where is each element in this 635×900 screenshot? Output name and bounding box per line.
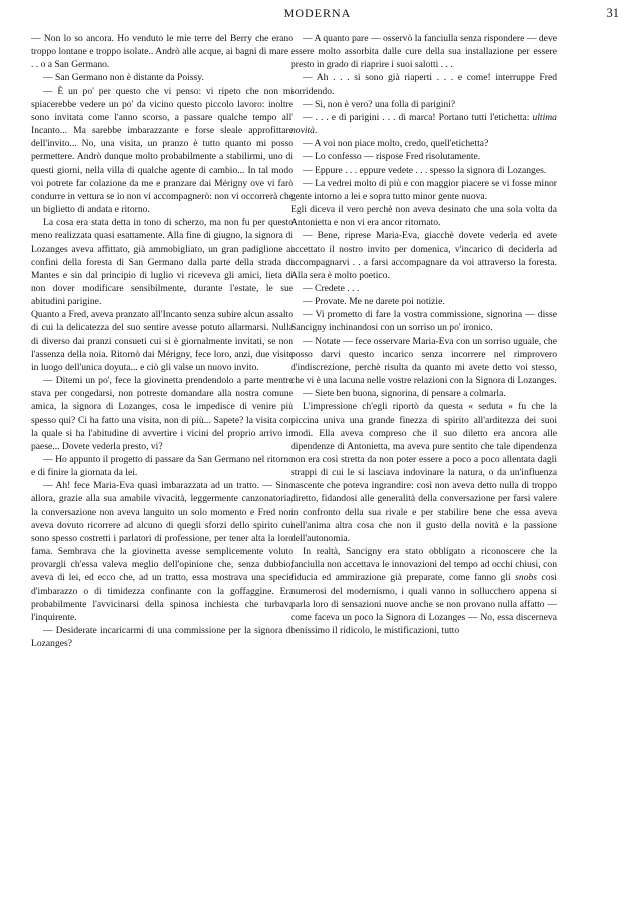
- paragraph: — Sì, non è vero? una folla di parigini?: [303, 98, 456, 110]
- paragraph: — Siete ben buona, signorina, di pensare a colmarla.: [303, 388, 506, 400]
- dialogue-text: .: [314, 125, 318, 137]
- paragraph: — Notate — fece osservare Maria-Eva con un sorriso uguale, che posso darvi questo incarico senza incorrere nel rimprovero d'indiscrezione, perchè risulta da quanto mi avete detto voi stesso, che vi è una lacuna nelle vostre relazioni con la Signora di Lozanges.: [291, 335, 557, 387]
- paragraph: [291, 111, 557, 137]
- paragraph: — Vi prometto di fare la vostra commissione, signorina — disse Sancigny inchinandosi con un sorriso un po' ironico.: [291, 309, 557, 334]
- paragraph: — Credete . . .: [303, 282, 360, 294]
- paragraph: — Provate. Me ne darete poi notizie.: [303, 296, 445, 308]
- italic-label: ultima novità: [291, 111, 557, 137]
- paragraph: — Ah . . . si sono già riaperti . . . e come! interruppe Fred sorridendo.: [291, 72, 557, 97]
- narrative-text: così numerosi del modernismo, i quali vanno in sollucchero appena si parla loro di sensazioni nuove anche se non provano nulla affatto — come faceva un poco la Signora di Lozanges — No, essa discerneva benissimo il ridicolo, le mistificazioni, tutto: [291, 572, 557, 637]
- italic-word: snobs: [515, 572, 538, 584]
- paragraph: — La vedrei molto di più e con maggior piacere se vi fosse minor gente intorno a lei e sopra tutto minor gente nuova.: [291, 177, 557, 202]
- paragraph: Quanto a Fred, aveva pranzato all'Incanto senza subire alcun assalto di cui la delicatezza del suo sentire avesse potuto allarmarsi. Nulla di diverso dai pranzi consueti cui si è giornalmente invitati, se non l'assenza della noia. Ritornò dai Mérigny, fece loro, anzi, due visite in luogo dell'unica doyuta... e ciò gli valse un nuovo invito.: [31, 309, 293, 373]
- paragraph: La cosa era stata detta in tono di scherzo, ma non fu per questo meno realizzata quasi esattamente. Alla fine di giugno, la signora di Lozanges aveva affittato, già ammobigliato, un gran padiglione ai confini della foresta di San Germano dalla parte della strada di Mantes e sin dal principio di luglio vi riceveva gli amici, lieta di non dover modificare sensibilmente, durante l'estate, le sue abitudini parigine.: [31, 217, 293, 308]
- paragraph: — Desiderate incaricarmi di una commissione per la signora di Lozanges?: [31, 625, 293, 650]
- paragraph: Egli diceva il vero perchè non aveva desinato che una sola volta da Antonietta e non vi era ancor ritornato.: [291, 204, 557, 229]
- narrative-text: In realtà, Sancigny era stato obbligato a riconoscere che la fanciulla non accettava le innovazioni del tempo ad occhi chiusi, con fiducia ed ammirazione già preparate, come fanno gli: [291, 546, 557, 584]
- paragraph: — A voi non piace molto, credo, quell'etichetta?: [303, 138, 489, 150]
- page-number: 31: [606, 6, 619, 20]
- dialogue-text: — . . . e di parigini . . . di marca! Portano tutti l'etichetta:: [303, 111, 530, 123]
- paragraph: [291, 545, 557, 637]
- paragraph: — A quanto pare — osservò la fanciulla senza rispondere — deve essere molto assorbita dalle cure della sua installazione per essere presto in grado di riaprire i suoi salotti . . .: [291, 33, 557, 71]
- running-title: MODERNA: [283, 6, 352, 20]
- right-column: [291, 32, 557, 637]
- paragraph: — Ah! fece Maria-Eva quasi imbarazzata ad un tratto. — Sino allora, grazie alla sua amabile vivacità, leggermente canzonatoria, la conversazione non aveva languito un solo momento e Fred non aveva dovuto ricorrere ad alcuno di quegli sforzi dello spirito cui sono spesso costretti i parlatori di professione, per tener alta la loro fama. Sembrava che la giovinetta avesse semplicemente voluto provargli ch'essa valeva meglio dell'opinione che, senza dubbio, aveva di lei, ed ecco che, ad un tratto, essa mostrava una specie d'imbarazzo o di timidezza confinante con la goffaggine. Era probabilmente l'avvicinarsi della spinosa inchiesta che turbava l'inquirente.: [31, 480, 293, 623]
- paragraph: — Ditemi un po', fece la giovinetta prendendolo a parte mentre stava per congedarsi, non potreste domandare alla nostra comune amica, la signora di Lozanges, cosa le impedisce di venire più spesso qui? Ci ha fatto una visita, non di più... Sapete? la visita con la quale si ha l'abitudine di avvertire i vicini del proprio arrivo in paese... Dovete vederla presto, vi?: [31, 375, 293, 452]
- paragraph: — Bene, riprese Maria-Eva, giacchè dovete vederla ed avete accettato il nostro invito per domenica, v'incarico di deciderla ad accompagnarvi . . a farsi accompagnare da voi attraverso la foresta. Alla sera è molto poetico.: [291, 230, 557, 281]
- paragraph: — È un po' per questo che vi penso: vi ripeto che non mi spiacerebbe vedere un po' da vicino questo piccolo lavoro: inoltre sono invitata come l'anno scorso, a passare qualche tempo all' Incanto... Ma sarebbe imbarazzante e forse sleale approfittare dell'invito... No, una visita, un pranzo è tutto quanto mi posso permettere. Andrò dunque molto probabilmente a stabilirmi, uno di questi giorni, nella villa di qualche agente di cambio... In tal modo voi potrete far colazione da me e pranzare dai Mérigny ove vi farò condurre in vettura se io non vi accompagnerò: non vi occorrerà che un biglietto di andata e ritorno.: [31, 85, 293, 216]
- paragraph: — Ho appunto il progetto di passare da San Germano nel ritorno e di finire la giornata da lei.: [31, 454, 293, 479]
- paragraph: — San Germano non è distante da Poissy.: [43, 72, 204, 84]
- paragraph: L'impressione ch'egli riportò da questa « seduta » fu che la piccina univa una grande finezza di spirito all'arditezza dei suoi modi. Ella aveva compreso che il suo diletto era ancora alle dipendenze di Antonietta, ma aveva pure sentito che tale dipendenza non era così stretta da non poter essere a poco a poco allentata dagli strappi di cui le si lasciava indovinare la natura, o da un'influenza nascente che poteva ingrandire: così non aveva detto nulla di troppo diretto, fidandosi alle generalità della conversazione per farsi valere in confronto della sua rivale e per stabilire bene che essa aveva nell'anima altra cosa che non il gusto della novità e la passione dell'autonomia.: [291, 401, 557, 544]
- paragraph: — Non lo so ancora. Ho venduto le mie terre del Berry che erano troppo lontane e troppo isolate.. Andrò alle acque, ai bagni di mare . . . o a San Germano.: [31, 33, 293, 71]
- left-column: [31, 32, 293, 650]
- paragraph: — Lo confesso — rispose Fred risolutamente.: [303, 151, 481, 163]
- paragraph: — Eppure . . . eppure vedete . . . spesso la signora di Lozanges.: [303, 164, 547, 176]
